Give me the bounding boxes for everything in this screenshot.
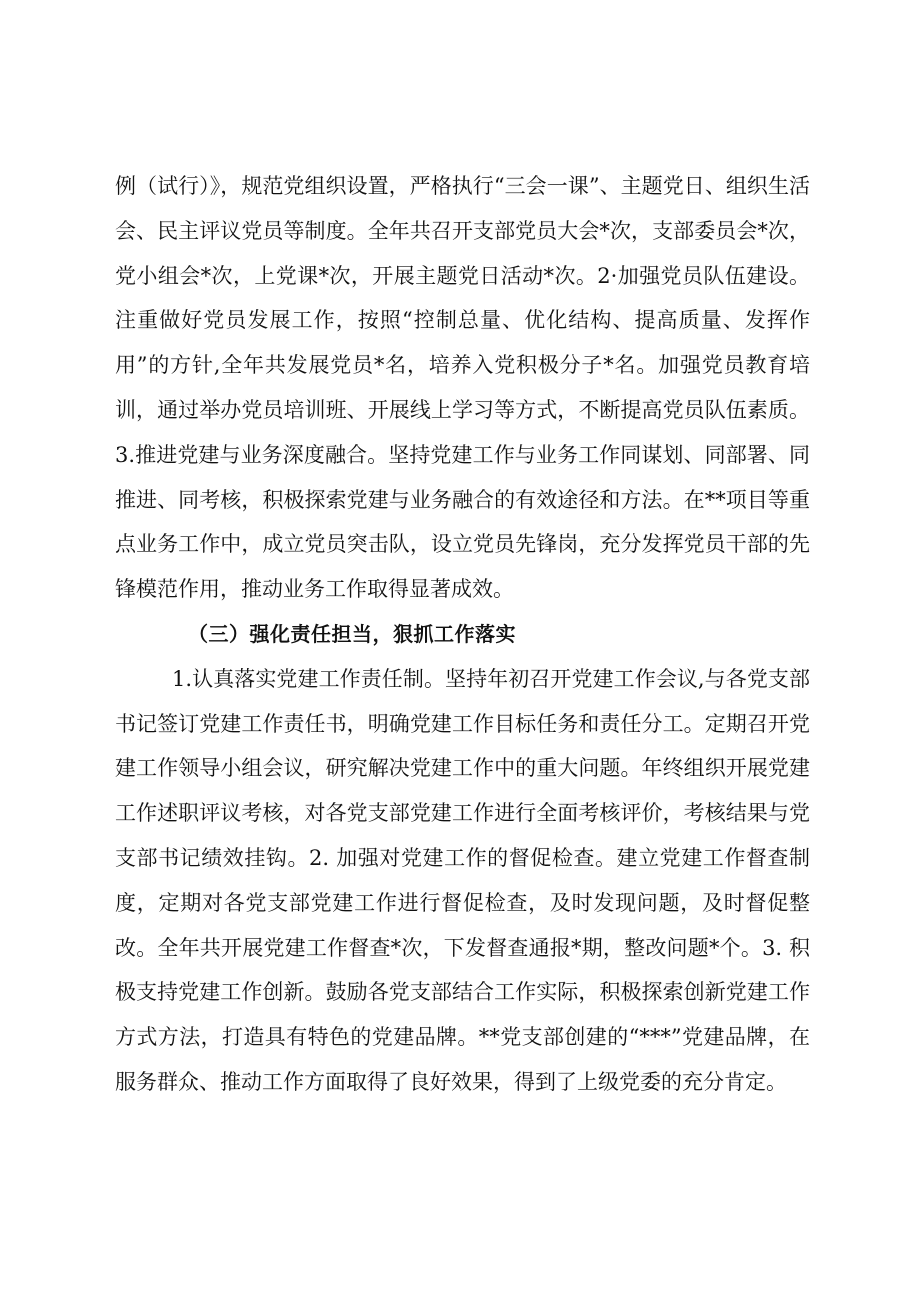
document-body (115, 164, 810, 1105)
section-heading-3: （三）强化责任担当，狠抓工作落实 (188, 621, 516, 646)
paragraph-party-building: 例（试行）》，规范党组织设置，严格执行“三会一课”、主题党日、组织生活会、民主评议党员等制度。全年共召开支部党员大会*次，支部委员会*次，党小组会*次，上党课*次，开展主题党日活动*次。2·加强党员队伍建设。注重做好党员发展工作，按照“控制总量、优化结构、提高质量、发挥作用”的方针,全年共发展党员*名，培养入党积极分子*名。加强党员教育培训，通过举办党员培训班、开展线上学习等方式，不断提高党员队伍素质。3.推进党建与业务深度融合。坚持党建工作与业务工作同谋划、同部署、同推进、同考核，积极探索党建与业务融合的有效途径和方法。在**项目等重点业务工作中，成立党员突击队，设立党员先锋岗，充分发挥党员干部的先锋模范作用，推动业务工作取得显著成效。 (115, 174, 810, 602)
paragraph-responsibility: 1.认真落实党建工作责任制。坚持年初召开党建工作会议,与各党支部书记签订党建工作责任书，明确党建工作目标任务和责任分工。定期召开党建工作领导小组会议，研究解决党建工作中的重大问题。年终组织开展党建工作述职评议考核，对各党支部党建工作进行全面考核评价，考核结果与党支部书记绩效挂钩。2. 加强对党建工作的督促检查。建立党建工作督查制度，定期对各党支部党建工作进行督促检查，及时发现问题，及时督促整改。全年共开展党建工作督查*次，下发督查通报*期，整改问题*个。3. 积极支持党建工作创新。鼓励各党支部结合工作实际，积极探索创新党建工作方式方法，打造具有特色的党建品牌。**党支部创建的“***”党建品牌，在服务群众、推动工作方面取得了良好效果，得到了上级党委的充分肯定。 (115, 666, 810, 1094)
